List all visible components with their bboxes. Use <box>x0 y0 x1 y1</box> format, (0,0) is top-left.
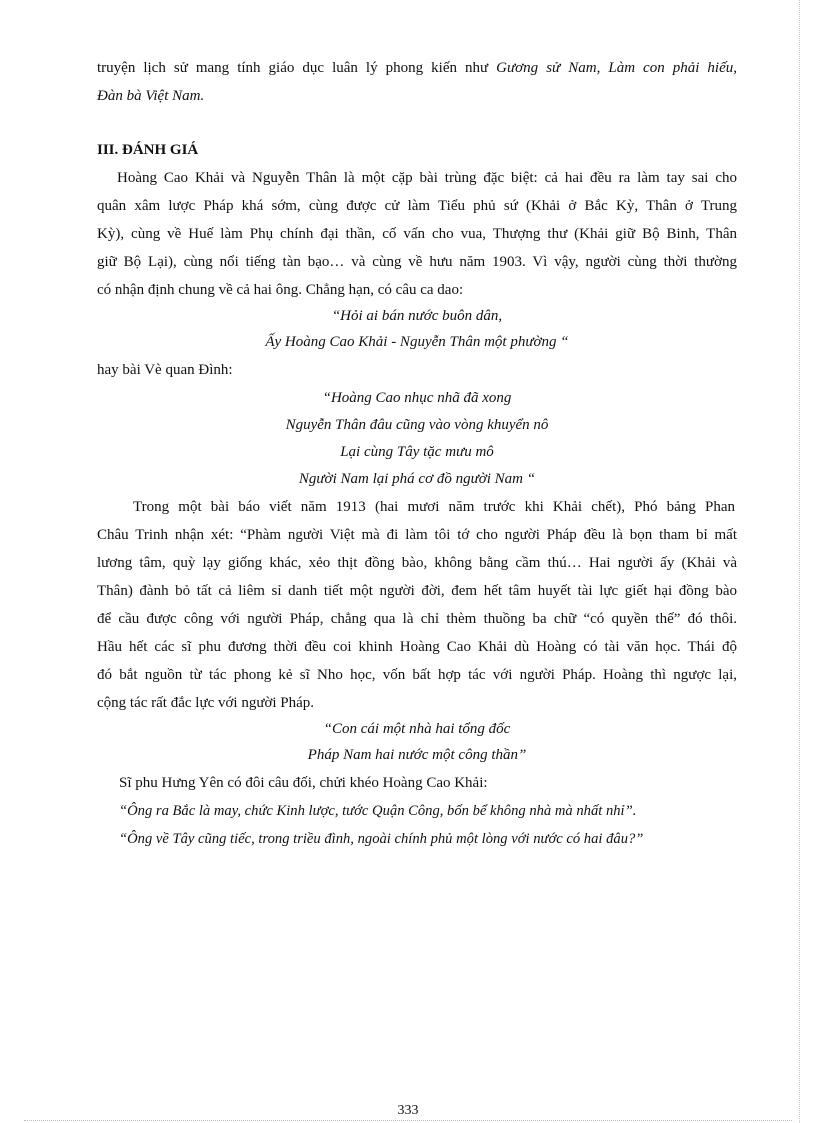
para1-line: Hoàng Cao Khải và Nguyễn Thân là một cặp bài trùng đặc biệt: cả hai đều ra làm tay sai cho <box>117 170 737 186</box>
section-heading: III. ĐÁNH GIÁ <box>97 142 199 158</box>
para2-line: Thân) đành bỏ tất cả liêm sỉ danh tiết một người đời, đem hết tâm huyết tài lực giết hại đồng bào <box>97 583 737 599</box>
para2-line: Châu Trinh nhận xét: “Phàm người Việt mà đi làm tôi tớ cho người Pháp đều là bọn tham bỉ mất <box>97 527 737 543</box>
para2-line: cộng tác rất đắc lực với người Pháp. <box>97 695 315 711</box>
cau-doi-line: “Ông về Tây cũng tiếc, trong triều đình, ngoài chính phủ một lòng với nước có hai đâu?” <box>119 831 644 847</box>
si-phu-intro: Sĩ phu Hưng Yên có đôi câu đối, chửi khéo Hoàng Cao Khải: <box>119 775 488 791</box>
ca-dao-line: Ấy Hoàng Cao Khải - Nguyễn Thân một phường “ <box>265 334 569 350</box>
ve-line: Lại cùng Tây tặc mưu mô <box>340 444 494 460</box>
ve-intro: hay bài Vè quan Đình: <box>97 362 233 378</box>
para2-line: lương tâm, quỳ lạy giống khác, xẻo thịt đồng bào, không bằng cầm thú… Hai người ấy (Khải và <box>97 555 737 571</box>
intro-line-2: Đàn bà Việt Nam. <box>97 88 205 104</box>
couplet-line: “Con cái một nhà hai tổng đốc <box>323 721 511 737</box>
ve-line: Nguyễn Thân đâu cũng vào vòng khuyển nô <box>285 417 549 433</box>
para2-line: Trong một bài báo viết năm 1913 (hai mươi năm trước khi Khải chết), Phó bảng Phan <box>133 499 735 515</box>
couplet-line: Pháp Nam hai nước một công thần” <box>307 747 527 763</box>
para1-line: có nhận định chung về cả hai ông. Chẳng hạn, có câu ca dao: <box>97 282 464 298</box>
para1-line: Kỳ), cùng về Huế làm Phụ chính đại thần, cố vấn cho vua, Thượng thư (Khải giữ Bộ Binh, Thân <box>97 226 737 242</box>
para2-line: đó bắt nguồn từ tác phong kẻ sĩ Nho học, vốn bất hợp tác với người Pháp. Hoàng thì ngược lại, <box>97 667 737 683</box>
intro-italic-titles: Gương sử Nam, Làm con phải hiếu, <box>496 60 737 76</box>
footer-divider <box>24 1120 792 1121</box>
para1-line: giữ Bộ Lại), cùng nổi tiếng tàn bạo… và cùng về hưu năm 1903. Vì vậy, người cùng thời thường <box>97 254 737 270</box>
intro-text: truyện lịch sử mang tính giáo dục luân lý phong kiến như <box>97 60 497 76</box>
para2-line: để cầu được công với người Pháp, chẳng qua là chỉ thèm thuồng ba chữ “có quyền thế” đó thôi. <box>97 611 737 627</box>
ca-dao-line: “Hỏi ai bán nước buôn dân, <box>331 308 503 324</box>
ve-line: Người Nam lại phá cơ đồ người Nam “ <box>298 471 536 487</box>
intro-line-1 <box>97 54 737 82</box>
para2-line: Hầu hết các sĩ phu đương thời đều coi khinh Hoàng Cao Khải dù Hoàng có tài văn học. Thái độ <box>97 639 737 655</box>
right-margin-guide <box>799 0 800 1123</box>
cau-doi-line: “Ông ra Bắc là may, chức Kinh lược, tước Quận Công, bốn bể không nhà mà nhất nhỉ”. <box>119 803 637 819</box>
para1-line: quân xâm lược Pháp khá sớm, cùng được cử làm Tiểu phủ sứ (Khải ở Bắc Kỳ, Thân ở Trung <box>97 198 737 214</box>
ve-line: “Hoàng Cao nhục nhã đã xong <box>322 390 512 406</box>
page-number: 333 <box>397 1103 419 1118</box>
